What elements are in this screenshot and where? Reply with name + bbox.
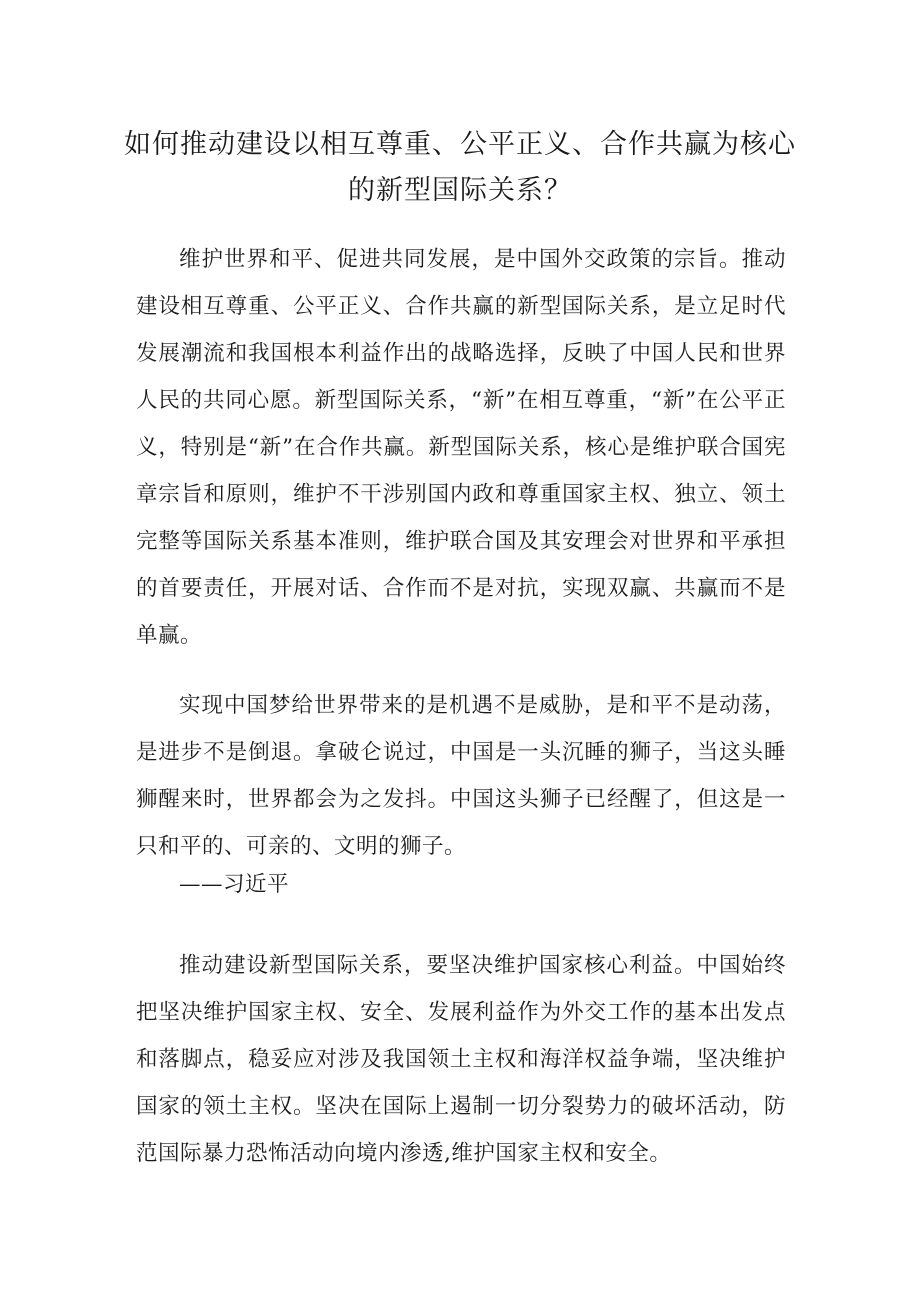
quote-attribution: ——习近平	[179, 872, 290, 897]
paragraph-quote: 实现中国梦给世界带来的是机遇不是威胁，是和平不是动荡，是进步不是倒退。拿破仑说过，中国是一头沉睡的狮子，当这头睡狮醒来时，世界都会为之发抖。中国这头狮子已经醒了，但这是一只和平的、可亲的、文明的狮子。	[136, 693, 786, 859]
paragraph-core-interests: 推动建设新型国际关系，要坚决维护国家核心利益。中国始终把坚决维护国家主权、安全、发展利益作为外交工作的基本出发点和落脚点，稳妥应对涉及我国领土主权和海洋权益争端，坚决维护国家的领土主权。坚决在国际上遏制一切分裂势力的破坏活动，防范国际暴力恐怖活动向境内渗透,维护国家主权和安全。	[136, 953, 786, 1166]
paragraph-intro: 维护世界和平、促进共同发展，是中国外交政策的宗旨。推动建设相互尊重、公平正义、合作共赢的新型国际关系，是立足时代发展潮流和我国根本利益作出的战略选择，反映了中国人民和世界人民的共同心愿。新型国际关系，“新”在相互尊重，“新”在公平正义，特别是“新”在合作共赢。新型国际关系，核心是维护联合国宪章宗旨和原则，维护不干涉别国内政和尊重国家主权、独立、领土完整等国际关系基本准则，维护联合国及其安理会对世界和平承担的首要责任，开展对话、合作而不是对抗，实现双赢、共赢而不是单赢。	[136, 247, 786, 648]
document-title: 如何推动建设以相互尊重、公平正义、合作共赢为核心的新型国际关系？	[124, 129, 796, 206]
